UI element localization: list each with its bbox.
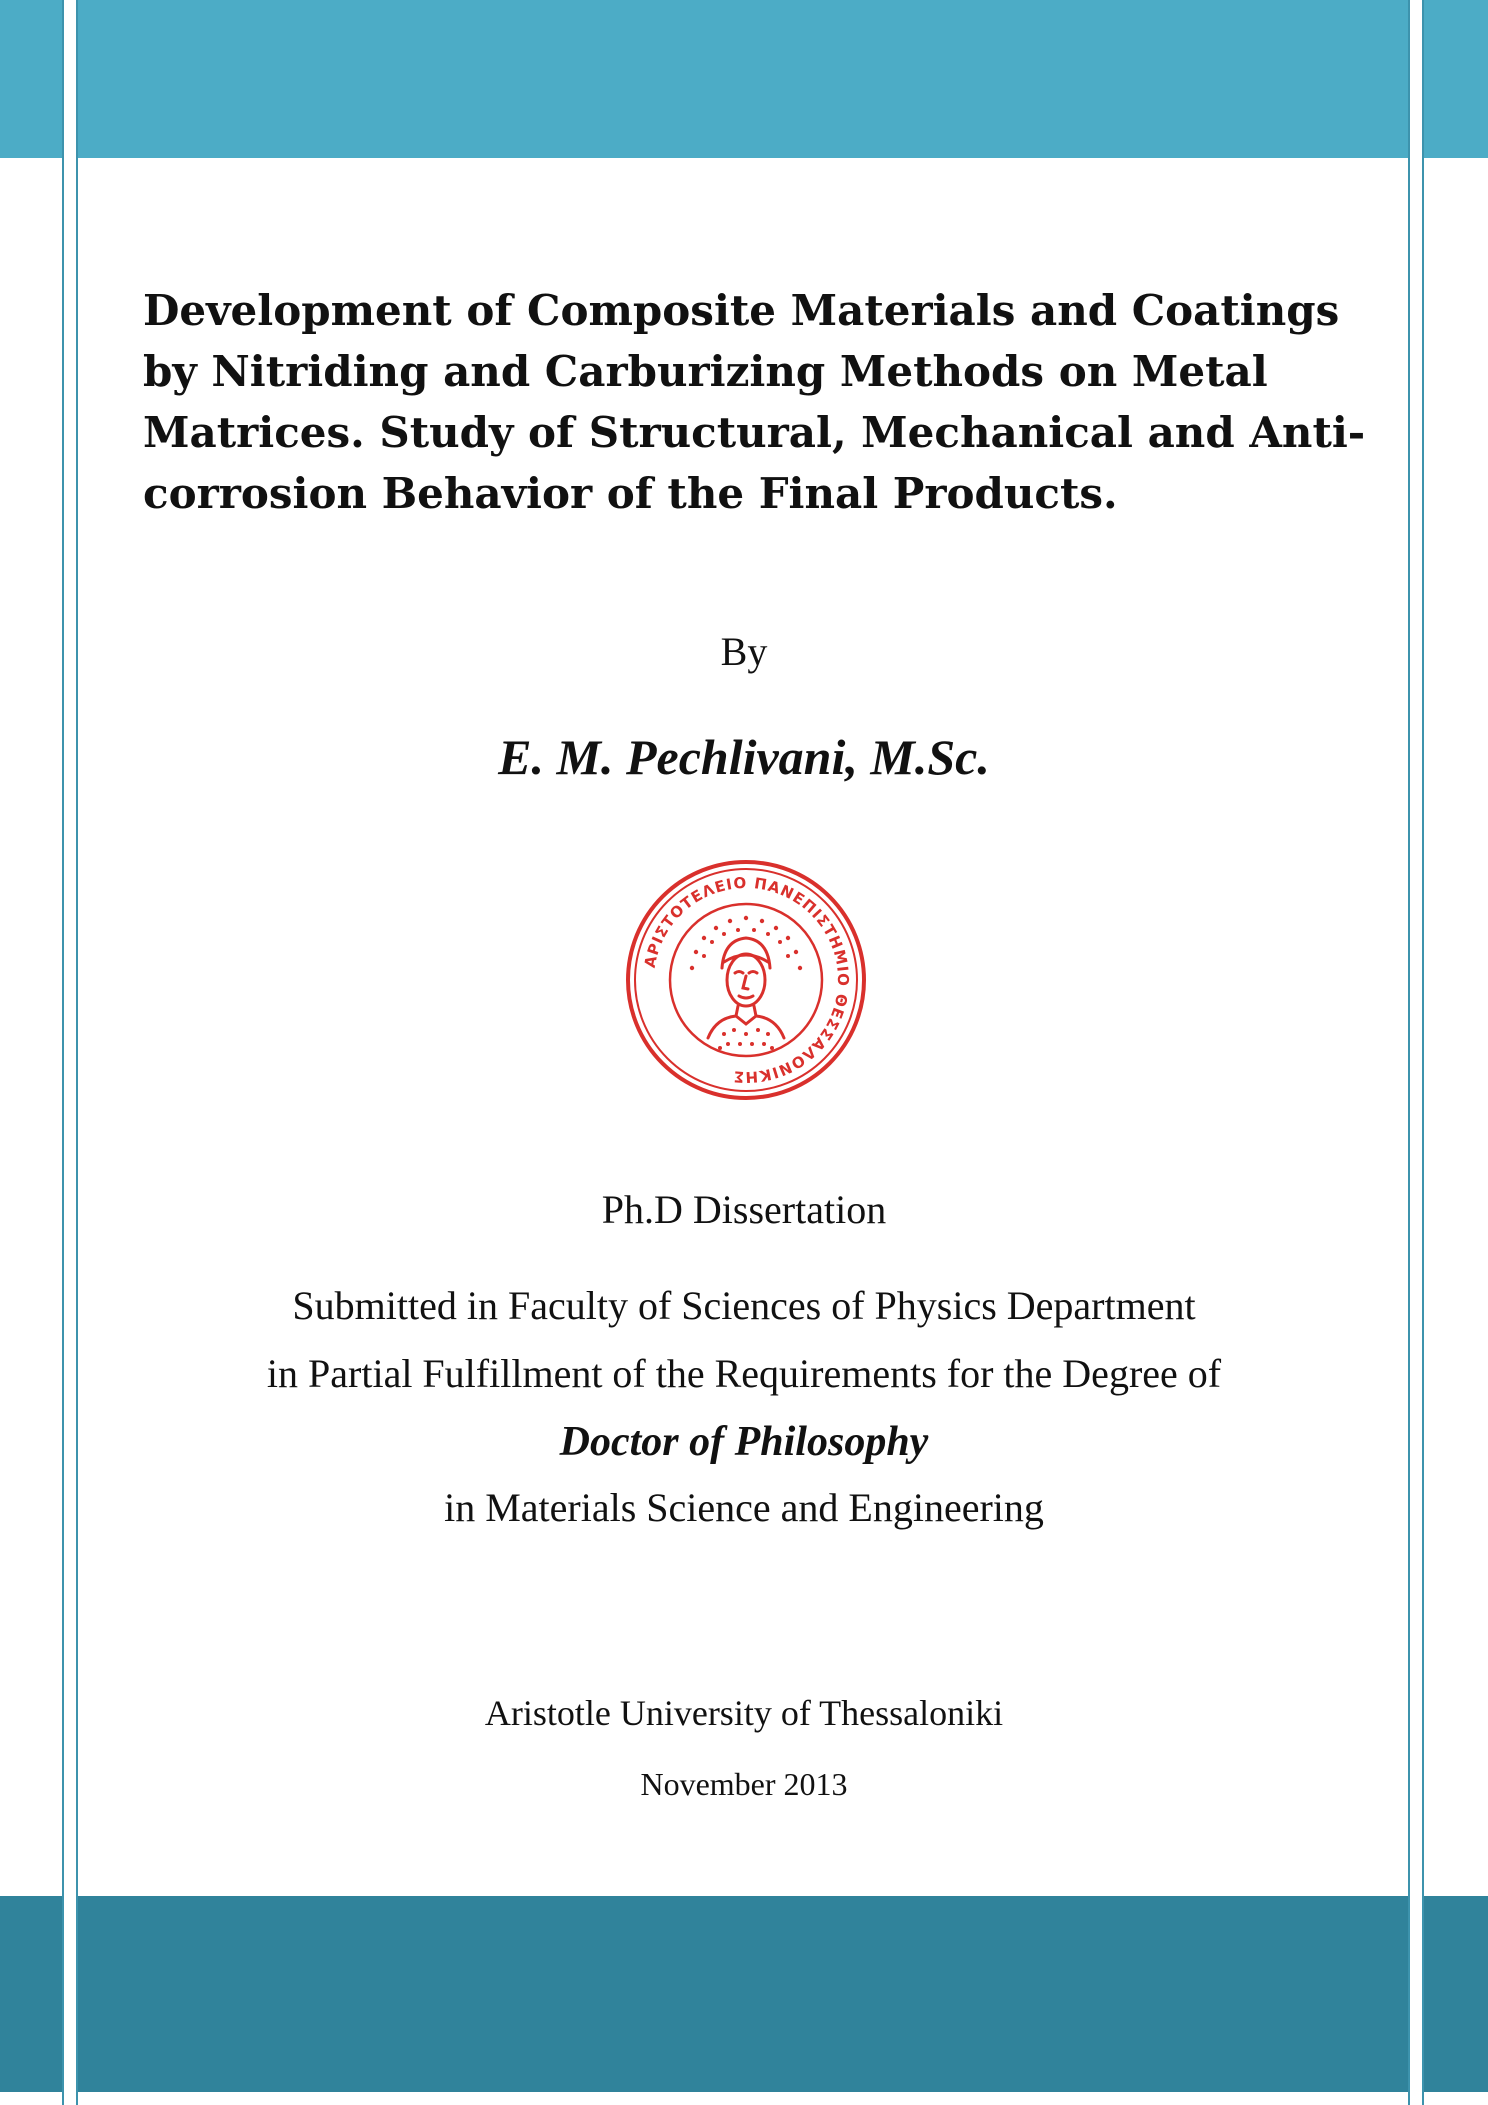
university-seal-icon (624, 858, 868, 1102)
field-of-study: in Materials Science and Engineering (444, 1485, 1044, 1530)
dissertation-title (143, 280, 1366, 524)
submission-date: November 2013 (640, 1766, 848, 1802)
submission-line: Submitted in Faculty of Sciences of Physics Department (292, 1283, 1196, 1328)
bottom-color-band (0, 1896, 1488, 2092)
university-name: Aristotle University of Thessaloniki (484, 1693, 1004, 1733)
title-line: Matrices. Study of Structural, Mechanical and Anti- (143, 408, 1366, 457)
submission-line: in Partial Fulfillment of the Requirements for the Degree of (266, 1351, 1222, 1396)
top-color-band (0, 0, 1488, 158)
left-frame-rail (62, 0, 78, 2105)
right-frame-rail (1408, 0, 1424, 2105)
seal-text: ΑΡΙΣΤΟΤΕΛΕΙΟ ΠΑΝΕΠΙΣΤΗΜΙΟ ΘΕΣΣΑΛΟΝΙΚΗΣ (640, 873, 853, 1087)
title-line: Development of Composite Materials and Coatings (143, 286, 1340, 335)
dissertation-type: Ph.D Dissertation (601, 1187, 887, 1232)
title-line: corrosion Behavior of the Final Products. (143, 469, 1118, 518)
degree-name: Doctor of Philosophy (559, 1419, 929, 1465)
title-line: by Nitriding and Carburizing Methods on Metal (143, 347, 1268, 396)
by-label: By (720, 629, 768, 674)
author-name: E. M. Pechlivani, M.Sc. (498, 729, 990, 785)
